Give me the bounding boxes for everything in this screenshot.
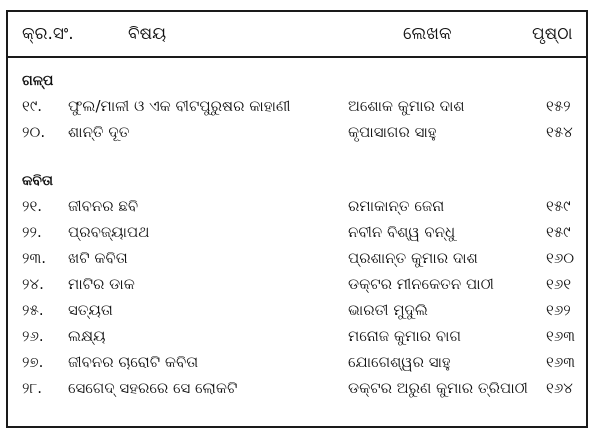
- row-title: ଲକ୍ଷ୍ୟ: [68, 327, 106, 345]
- table-row: [8, 248, 586, 270]
- section-heading-poetry: କବିତା: [22, 173, 54, 189]
- row-title: ସତ୍ୟତା: [68, 301, 113, 319]
- row-page: ୧୬୩: [546, 353, 576, 371]
- table-row: [8, 122, 586, 144]
- row-number: ୨୪.: [22, 275, 44, 293]
- row-number: ୨୭.: [22, 353, 44, 371]
- row-page: ୧୫୯: [546, 197, 571, 215]
- row-page: ୧୬୦: [546, 249, 575, 267]
- row-page: ୧୬୪: [546, 379, 573, 397]
- row-number: ୨୬.: [22, 327, 44, 345]
- contents-table: [6, 10, 588, 428]
- row-page: ୧୫୪: [546, 123, 573, 141]
- table-row: [8, 196, 586, 218]
- table-row: [8, 326, 586, 348]
- header-page: ପୃଷ୍ଠା: [532, 24, 573, 44]
- row-author: ମନୋଜ କୁମାର ବାଗ: [348, 327, 461, 345]
- row-author: କୃପାସାଗର ସାହୁ: [348, 123, 437, 141]
- table-row: [8, 96, 586, 118]
- row-title: ମାଟିର ଡାକ: [68, 275, 135, 293]
- row-page: ୧୫୨: [546, 97, 571, 115]
- header-serial: କ୍ର.ସଂ.: [22, 24, 74, 44]
- table-row: [8, 222, 586, 244]
- row-title: ଖଟି କବିତା: [68, 249, 128, 267]
- row-number: ୨୫.: [22, 301, 44, 319]
- row-page: ୧୫୯: [546, 223, 571, 241]
- row-page: ୧୬୨: [546, 301, 571, 319]
- row-author: ଡକ୍ଟର ମୀନକେତନ ପାଠୀ: [348, 275, 494, 293]
- row-number: ୨୧.: [22, 197, 43, 215]
- row-page: ୧୬୧: [546, 275, 572, 293]
- table-header: [8, 12, 586, 58]
- table-row: [8, 352, 586, 374]
- row-author: ରମାକାନ୍ତ ଜେନା: [348, 197, 445, 215]
- header-subject: ବିଷୟ: [128, 24, 167, 44]
- row-author: ନବୀନ ବିଶ୍ୱ ବନ୍ଧୁ: [348, 223, 456, 241]
- row-number: ୧୯.: [22, 97, 43, 115]
- row-title: ପ୍ରବଜ୍ୟାପଥ: [68, 223, 150, 241]
- row-author: ଅଶୋକ କୁମାର ଦାଶ: [348, 97, 465, 115]
- table-row: [8, 274, 586, 296]
- row-page: ୧୬୩: [546, 327, 576, 345]
- row-title: ଜୀବନର ଚାରୋଟି କବିତା: [68, 353, 199, 371]
- table-row: [8, 300, 586, 322]
- row-number: ୨୨.: [22, 223, 42, 241]
- row-number: ୨୮.: [22, 379, 43, 397]
- row-author: ଯୋଗେଶ୍ୱର ସାହୁ: [348, 353, 451, 371]
- row-number: ୨୦.: [22, 123, 46, 141]
- table-row: [8, 378, 586, 400]
- section-heading-story: ଗଳ୍ପ: [22, 73, 54, 89]
- row-author: ଭାରତୀ ମୁଦୁଲି: [348, 301, 428, 319]
- row-title: ସେଗେଦ୍ ସହରରେ ସେ ଲୋକଟି: [68, 379, 238, 397]
- row-title: ଜୀବନର ଛବି: [68, 197, 139, 215]
- row-title: ଶାନ୍ତି ଦୂତ: [68, 123, 130, 141]
- row-title: ଫୁଲ/ମାଳୀ ଓ ଏକ ବୀଟପୁରୁଷର କାହାଣୀ: [68, 97, 291, 115]
- header-author: ଲେଖକ: [403, 24, 452, 44]
- row-number: ୨୩.: [22, 249, 47, 267]
- row-author: ପ୍ରଶାନ୍ତ କୁମାର ଦାଶ: [348, 249, 478, 267]
- row-author: ଡକ୍ଟର ଅରୁଣ କୁମାର ତ୍ରିପାଠୀ: [348, 379, 528, 397]
